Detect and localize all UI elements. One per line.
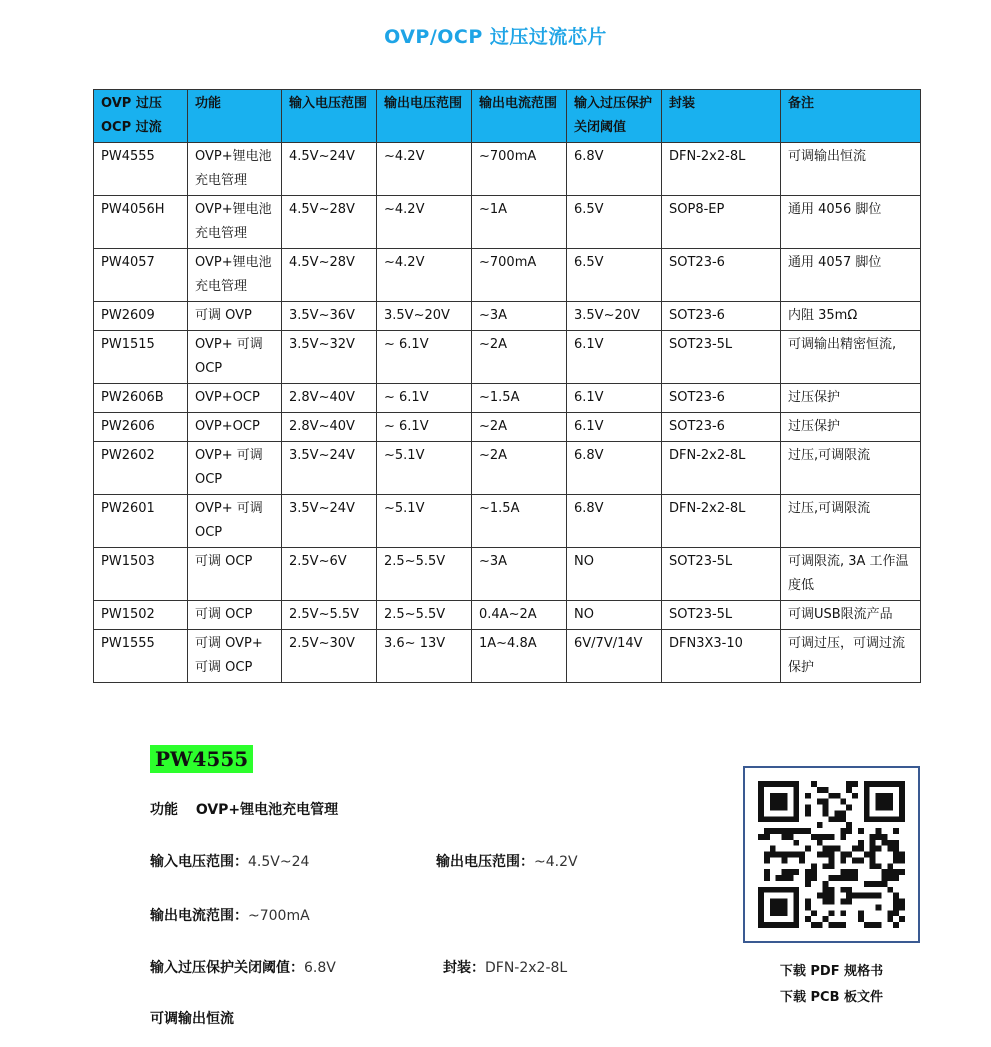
table-cell: 可调过压，可调过流保护 [781,630,921,683]
table-cell: ~1A [472,196,567,249]
table-cell: ~3A [472,548,567,601]
table-cell: PW1502 [94,601,188,630]
table-cell: 可调限流, 3A 工作温度低 [781,548,921,601]
table-body [94,143,921,683]
download-pcb-link[interactable]: 下载 PCB 板文件 [779,990,884,1005]
table-cell: DFN-2x2-8L [662,442,781,495]
vout-label: 输出电压范围： [436,854,534,870]
column-header [567,90,662,143]
table-cell: 可调输出恒流 [781,143,921,196]
table-cell: PW2606 [94,413,188,442]
table-row [94,548,921,601]
column-header-text: 输入过压保护关闭阈值 [574,96,653,135]
table-cell: OVP+锂电池充电管理 [188,249,282,302]
table-cell: SOT23-6 [662,249,781,302]
table-cell: OVP+ 可调 OCP [188,331,282,384]
table-cell: 6V/7V/14V [567,630,662,683]
table-cell: 可调USB限流产品 [781,601,921,630]
table-cell: PW4056H [94,196,188,249]
table-cell: 可调 OVP+ 可调 OCP [188,630,282,683]
table-header [94,90,921,143]
table-row [94,249,921,302]
download-pdf-link[interactable]: 下载 PDF 规格书 [779,964,884,979]
table-cell: SOT23-5L [662,601,781,630]
table-cell: 2.5V~5.5V [282,601,377,630]
table-cell: 过压保护 [781,384,921,413]
table-cell: 2.8V~40V [282,384,377,413]
table-cell: 6.8V [567,495,662,548]
table-cell: 6.1V [567,413,662,442]
table-cell: SOT23-5L [662,331,781,384]
table-cell: NO [567,601,662,630]
table-cell: 可调 OCP [188,601,282,630]
table-cell: DFN3X3-10 [662,630,781,683]
table-row [94,495,921,548]
table-cell: DFN-2x2-8L [662,495,781,548]
table-cell: OVP+锂电池充电管理 [188,196,282,249]
table-cell: ~2A [472,331,567,384]
column-header [781,90,921,143]
table-cell: ~700mA [472,249,567,302]
table-cell: ~4.2V [377,196,472,249]
table-cell: SOT23-6 [662,384,781,413]
vout-value: ~4.2V [534,854,578,870]
table-row [94,331,921,384]
table-cell: ~4.2V [377,249,472,302]
ovp-label: 输入过压保护关闭阈值： [150,960,304,976]
table-cell: ~1.5A [472,495,567,548]
spec-table [93,89,921,683]
table-cell: PW1503 [94,548,188,601]
table-cell: SOT23-5L [662,548,781,601]
table-cell: 6.1V [567,384,662,413]
iout-line [150,905,310,925]
table-cell: ~ 6.1V [377,384,472,413]
qr-code[interactable] [743,766,920,943]
table-cell: 3.5V~24V [282,495,377,548]
column-header-text: 输入电压范围 [289,96,368,111]
table-row [94,413,921,442]
table-row [94,143,921,196]
iout-value: ~700mA [248,908,310,924]
column-header [188,90,282,143]
vin-value: 4.5V~24 [248,854,310,870]
table-cell: ~ 6.1V [377,413,472,442]
column-header [377,90,472,143]
table-cell: 4.5V~28V [282,196,377,249]
table-row [94,630,921,683]
table-cell: ~5.1V [377,495,472,548]
table-cell: 过压保护 [781,413,921,442]
table-cell: 1A~4.8A [472,630,567,683]
table-cell: OVP+ 可调 OCP [188,495,282,548]
table-cell: 可调 OVP [188,302,282,331]
table-cell: PW4057 [94,249,188,302]
table-cell: ~2A [472,442,567,495]
table-cell: 3.5V~24V [282,442,377,495]
table-cell: PW1555 [94,630,188,683]
page-title: OVP/OCP 过压过流芯片 [384,26,607,48]
column-header [282,90,377,143]
note-line [150,1008,234,1028]
table-cell: 过压,可调限流 [781,495,921,548]
column-header [662,90,781,143]
table-cell: PW4555 [94,143,188,196]
table-row [94,196,921,249]
table-cell: 2.5V~30V [282,630,377,683]
table-cell: PW1515 [94,331,188,384]
column-header-text: OCP 过流 [101,120,162,135]
part-label: PW4555 [150,745,253,773]
table-cell: OVP+OCP [188,413,282,442]
vout-line [436,851,578,871]
function-label: 功能 [150,802,178,818]
table-row [94,601,921,630]
table-cell: PW2606B [94,384,188,413]
column-header [94,90,188,143]
table-cell: 通用 4057 脚位 [781,249,921,302]
table-cell: 4.5V~28V [282,249,377,302]
table-cell: 4.5V~24V [282,143,377,196]
table-header-row [94,90,921,143]
vin-label: 输入电压范围： [150,854,248,870]
note-text: 可调输出恒流 [150,1011,234,1027]
table-cell: 6.5V [567,196,662,249]
table-cell: 可调输出精密恒流, [781,331,921,384]
column-header-text: 功能 [195,96,222,111]
table-cell: 3.5V~20V [567,302,662,331]
table-cell: SOT23-6 [662,302,781,331]
table-row [94,442,921,495]
table-cell: ~ 6.1V [377,331,472,384]
pkg-label: 封装： [443,960,485,976]
table-cell: OVP+锂电池充电管理 [188,143,282,196]
function-value: OVP+锂电池充电管理 [195,802,339,818]
table-cell: 2.5V~6V [282,548,377,601]
ovp-line [150,957,336,977]
table-cell: PW2609 [94,302,188,331]
table-cell: 内阻 35mΩ [781,302,921,331]
vin-line [150,851,309,871]
table-cell: PW2602 [94,442,188,495]
table-cell: 3.5V~20V [377,302,472,331]
table-cell: 6.1V [567,331,662,384]
table-cell: ~3A [472,302,567,331]
table-cell: 过压,可调限流 [781,442,921,495]
table-cell: 通用 4056 脚位 [781,196,921,249]
column-header-text: 输出电压范围 [384,96,463,111]
table-cell: ~4.2V [377,143,472,196]
column-header-text: 封装 [669,96,696,111]
table-cell: ~700mA [472,143,567,196]
table-cell: OVP+ 可调 OCP [188,442,282,495]
table-cell: NO [567,548,662,601]
table-cell: 3.5V~32V [282,331,377,384]
ovp-value: 6.8V [304,960,336,976]
table-cell: ~1.5A [472,384,567,413]
pkg-line [443,957,567,977]
pkg-value: DFN-2x2-8L [485,960,568,976]
table-cell: SOT23-6 [662,413,781,442]
table-cell: 6.8V [567,143,662,196]
table-cell: 2.5~5.5V [377,601,472,630]
table-cell: DFN-2x2-8L [662,143,781,196]
column-header-text: 输出电流范围 [479,96,558,111]
table-row [94,302,921,331]
table-cell: 2.5~5.5V [377,548,472,601]
table-cell: 3.5V~36V [282,302,377,331]
table-cell: SOP8-EP [662,196,781,249]
table-cell: 6.5V [567,249,662,302]
qr-code-icon [758,781,905,928]
table-cell: ~2A [472,413,567,442]
column-header-text: OVP 过压 [101,96,162,111]
table-cell: 3.6~ 13V [377,630,472,683]
table-cell: PW2601 [94,495,188,548]
iout-label: 输出电流范围： [150,908,248,924]
column-header [472,90,567,143]
table-cell: OVP+OCP [188,384,282,413]
table-row [94,384,921,413]
table-cell: 2.8V~40V [282,413,377,442]
table-cell: 可调 OCP [188,548,282,601]
table-cell: 6.8V [567,442,662,495]
column-header-text: 备注 [788,96,815,111]
table-cell: ~5.1V [377,442,472,495]
function-line [150,799,338,819]
table-cell: 0.4A~2A [472,601,567,630]
